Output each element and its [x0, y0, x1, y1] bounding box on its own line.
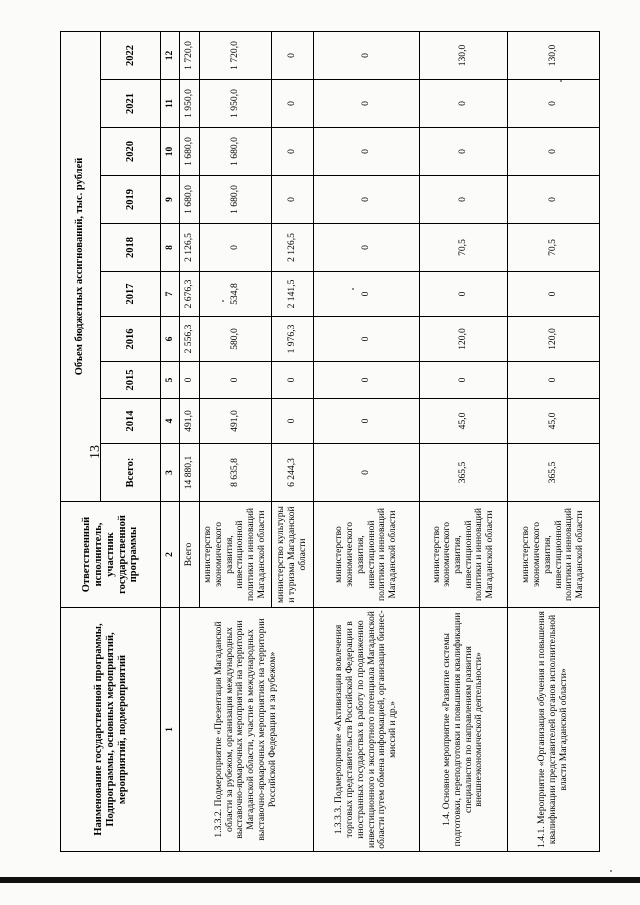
row-name: 1.3.3.2. Подмероприятие «Презентация Магаданской области за рубежом, организация международных выставочно-ярмарочных мероприятий на территории Магаданской области, участие в международных выставочно-ярмарочных мероприятиях на территории Российской Федерации и за рубежом»	[179, 608, 313, 852]
cell-value: 0	[508, 176, 600, 224]
cell-value: 0	[313, 128, 420, 176]
header-name: Наименование государственной программы, Подпрограммы, основных мероприятий, мероприятий, подмероприятий	[61, 608, 161, 852]
table-row	[313, 31, 420, 851]
cell-value: 120,0	[508, 317, 600, 362]
cell-value: 2 126,5	[179, 224, 199, 272]
cell-value: 0	[313, 399, 420, 444]
row-executor: министерство экономического развития, инвестиционной политики и инноваций Магаданской области	[508, 502, 600, 608]
header-year: 2017	[100, 272, 161, 317]
cell-value: 0	[420, 362, 508, 399]
header-budget: Объем бюджетных ассигнований, тыс. рублей	[61, 31, 101, 501]
row-name: 1.4.1. Мероприятие «Организация обучения и повышения квалификации представителей органов исполнительной власти Магаданской области»	[508, 608, 600, 852]
cell-value: 45,0	[420, 399, 508, 444]
cell-value: 130,0	[420, 31, 508, 79]
cell-value: 534,8	[199, 272, 271, 317]
column-number: 5	[161, 362, 179, 399]
cell-value: 1 950,0	[179, 80, 199, 128]
cell-value: 0	[271, 31, 313, 79]
cell-value: 130,0	[508, 31, 600, 79]
budget-table	[60, 31, 600, 852]
cell-value: 580,0	[199, 317, 271, 362]
cell-total: 6 244,3	[271, 444, 313, 502]
cell-value: 1 720,0	[179, 31, 199, 79]
cell-value: 1 680,0	[199, 176, 271, 224]
column-number: 2	[161, 502, 179, 608]
header-year: 2018	[100, 224, 161, 272]
scan-edge	[0, 877, 640, 883]
header-executor: Ответственный исполнитель, участник государственной программы	[61, 502, 161, 608]
header-year: 2022	[100, 31, 161, 79]
header-year: 2015	[100, 362, 161, 399]
column-number: 4	[161, 399, 179, 444]
cell-value: 2 141,5	[271, 272, 313, 317]
page-number: 13	[88, 445, 103, 459]
cell-value: 0	[271, 176, 313, 224]
row-name: 1.3.3.3. Подмероприятие «Активизация вовлечения торговых представительств Российской Федерации в иностранных государствах в работу по продвижению инвестиционного и экспортного потенциала Магаданской области путем обмена информацией, организации бизнес-миссий и др.»	[313, 608, 420, 852]
cell-value: 70,5	[420, 224, 508, 272]
cell-value: 0	[179, 362, 199, 399]
row-executor: министерство экономического развития, инвестиционной политики и инноваций Магаданской области	[199, 502, 271, 608]
cell-value: 1 950,0	[199, 80, 271, 128]
cell-total: 8 635,8	[199, 444, 271, 502]
cell-value: 0	[313, 31, 420, 79]
row-executor: Всего	[179, 502, 199, 608]
cell-value: 0	[271, 80, 313, 128]
cell-value: 0	[271, 399, 313, 444]
cell-total: 0	[313, 444, 420, 502]
cell-value: 2 556,3	[179, 317, 199, 362]
header-row-1	[61, 31, 101, 851]
header-total: Всего:	[100, 444, 161, 502]
column-number: 11	[161, 80, 179, 128]
cell-value: 0	[313, 80, 420, 128]
cell-value: 0	[508, 128, 600, 176]
cell-value: 0	[199, 362, 271, 399]
column-number: 6	[161, 317, 179, 362]
row-executor: министерство экономического развития, инвестиционной политики и инноваций Магаданской области	[313, 502, 420, 608]
cell-value: 0	[313, 317, 420, 362]
cell-value: 45,0	[508, 399, 600, 444]
cell-value: 0	[420, 80, 508, 128]
column-number: 8	[161, 224, 179, 272]
cell-value: 1 976,3	[271, 317, 313, 362]
row-executor: министерство культуры и туризма Магаданской области	[271, 502, 313, 608]
cell-value: 0	[313, 272, 420, 317]
scan-speck	[610, 870, 612, 872]
cell-value: 0	[508, 272, 600, 317]
cell-value: 0	[313, 176, 420, 224]
cell-value: 70,5	[508, 224, 600, 272]
cell-value: 0	[420, 176, 508, 224]
header-year: 2019	[100, 176, 161, 224]
table-row	[508, 31, 600, 851]
column-number: 12	[161, 31, 179, 79]
cell-value: 1 680,0	[179, 128, 199, 176]
header-year: 2021	[100, 80, 161, 128]
cell-value: 0	[313, 224, 420, 272]
cell-value: 1 680,0	[179, 176, 199, 224]
cell-value: 0	[508, 80, 600, 128]
column-number: 1	[161, 608, 179, 852]
cell-value: 2 676,3	[179, 272, 199, 317]
rotated-table-container	[60, 32, 600, 852]
column-number: 3	[161, 444, 179, 502]
cell-value: 0	[508, 362, 600, 399]
row-executor: министерство экономического развития, инвестиционной политики и инноваций Магаданской области	[420, 502, 508, 608]
cell-value: 0	[420, 272, 508, 317]
cell-value: 491,0	[179, 399, 199, 444]
cell-total: 365,5	[508, 444, 600, 502]
cell-value: 491,0	[199, 399, 271, 444]
column-number-row	[161, 31, 179, 851]
column-number: 9	[161, 176, 179, 224]
cell-value: 0	[199, 224, 271, 272]
cell-value: 1 720,0	[199, 31, 271, 79]
column-number: 10	[161, 128, 179, 176]
cell-value: 120,0	[420, 317, 508, 362]
cell-value: 1 680,0	[199, 128, 271, 176]
header-year: 2020	[100, 128, 161, 176]
row-name: 1.4. Основное мероприятие «Развитие системы подготовки, переподготовки и повышения квалификации специалистов по направлениям развития внешнеэкономической деятельности»	[420, 608, 508, 852]
table-row	[420, 31, 508, 851]
cell-value: 0	[313, 362, 420, 399]
column-number: 7	[161, 272, 179, 317]
cell-total: 365,5	[420, 444, 508, 502]
cell-value: 0	[271, 128, 313, 176]
table-row	[179, 31, 199, 851]
cell-total: 14 880,1	[179, 444, 199, 502]
cell-value: 0	[420, 128, 508, 176]
header-year: 2014	[100, 399, 161, 444]
cell-value: 0	[271, 362, 313, 399]
header-year: 2016	[100, 317, 161, 362]
cell-value: 2 126,5	[271, 224, 313, 272]
